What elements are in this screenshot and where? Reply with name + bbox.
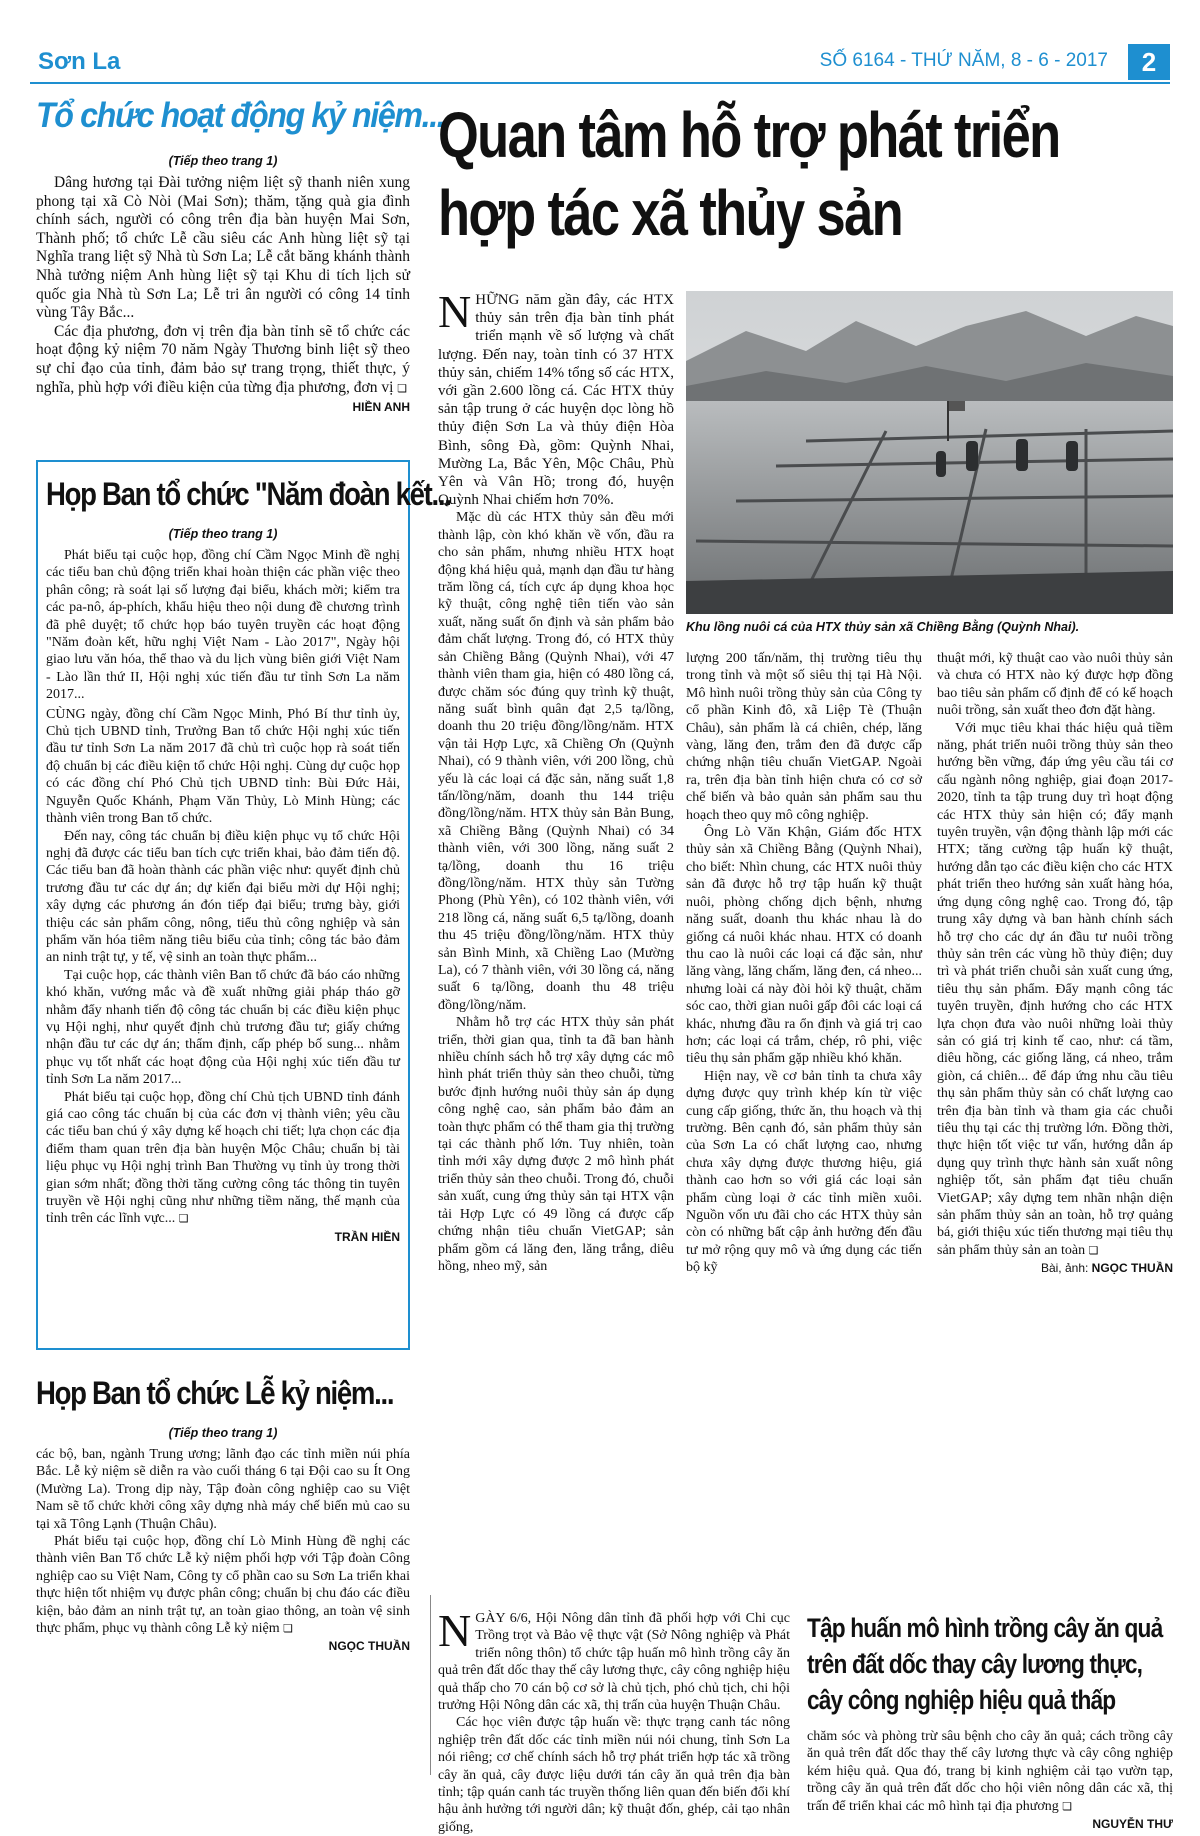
continued-note: (Tiếp theo trang 1) <box>168 154 278 168</box>
paragraph: chăm sóc và phòng trừ sâu bệnh cho cây ăn quả; cách trồng cây ăn quả trên đất dốc thay thế cây lương thực và cây công nghiệp kém hiệu quả. Qua đó, trang bị kinh nghiệm cải tạo vườn tạp, trồng cây ăn quả trên đất dốc cho hội viên nông dân các xã, thị trấn để triển khai các mô hình tại địa phương ❏ <box>807 1729 1173 1814</box>
paragraph: Hiện nay, về cơ bản tỉnh ta chưa xây dựng được quy trình khép kín từ việc cung cấp giống, thức ăn, thu hoạch và thị trường. Bên cạnh đó, sản phẩm thủy sản của Sơn La có chất lượng cao, nhưng chưa xây dựng được thương hiệu, giá thành cao hơn so với giá các loại sản phẩm cùng loại ở các tỉnh miền xuôi. Nguồn vốn ưu đãi cho các HTX thủy sản còn có những bất cập ảnh hưởng đến đầu tư mở rộng quy mô và ứng dụng các tiến bộ kỹ <box>686 1068 922 1276</box>
paragraph: NGÀY 6/6, Hội Nông dân tỉnh đã phối hợp với Chi cục Trồng trọt và Bảo vệ thực vật (Sở Nông nghiệp và Phát triển nông thôn) tổ chức tập huấn mô hình trồng cây ăn quả trên đất dốc thay thế cây lương thực, cây công nghiệp hiệu quả thấp cho 70 cán bộ cơ sở là chủ tịch, phó chủ tịch, chi hội trưởng Hội Nông dân các xã, thị trấn của huyện Thuận Châu. <box>438 1605 790 1714</box>
column-divider <box>430 1595 431 1775</box>
paragraph: Dâng hương tại Đài tưởng niệm liệt sỹ thanh niên xung phong tại xã Cò Nòi (Mai Sơn); thăm, tặng quà gia đình chính sách, người có công trên địa bàn huyện Mai Sơn, Thành phố; tổ chức Lễ cầu siêu các Anh hùng liệt sỹ tại Nghĩa trang liệt sỹ Nhà tù Sơn La; Lễ cắt băng khánh thành Nhà tưởng niệm Anh hùng liệt sỹ tại Khu di tích lịch sử quốc gia Nhà tù Sơn La; Lễ tri ân người có công 14 tỉnh vùng Tây Bắc... <box>36 174 410 322</box>
paragraph: các bộ, ban, ngành Trung ương; lãnh đạo các tỉnh miền núi phía Bắc. Lễ kỷ niệm sẽ diễn ra vào cuối tháng 6 tại Đội cao su Ít Ong (Mường La). Trong dịp này, Tập đoàn công nghiệp cao su Việt Nam sẽ tổ chức khởi công xây dựng nhà máy chế biến mủ cao su tại xã Tông Lạnh (Thuận Châu). <box>36 1447 410 1532</box>
dropcap: N <box>438 1605 472 1656</box>
fish-cage-illustration <box>686 291 1173 614</box>
main-article-column-2 <box>686 650 922 1277</box>
main-article-column-1 <box>438 286 674 1275</box>
paragraph: Các địa phương, đơn vị trên địa bàn tỉnh sẽ tổ chức các hoạt động kỷ niệm 70 năm Ngày Thương binh liệt sỹ theo sự chỉ đạo của tỉnh, đảm bảo sự trang trọng, thiết thực, ý nghĩa, phù hợp với điều kiện của từng địa phương, đơn vị ❏ <box>36 322 410 396</box>
author: NGỌC THUẦN <box>328 1639 410 1654</box>
section-name: Sơn La <box>38 48 121 75</box>
paragraph: Nhằm hỗ trợ các HTX thủy sản phát triển, thời gian qua, tỉnh ta đã ban hành nhiều chính sách hỗ trợ xây dựng các mô hình phát triển thủy sản theo chuỗi, từng bước định hướng nuôi thủy sản áp dụng công nghệ cao, sản phẩm bảo đảm an toàn thực phẩm có thể tham gia thị trường tại các thành phố lớn. Tuy nhiên, toàn tỉnh mới xây dựng được 2 mô hình phát triển thủy sản theo chuỗi. Trong đó, chuỗi sản xuất, cung ứng thủy sản tại HTX vận tải Hợp Lực có 49 lồng cá được cấp chứng nhận tiêu chuẩn VietGAP; sản phẩm gồm cá lăng đen, lăng trắng, diêu hồng, nheo mỹ, sản <box>438 1015 674 1274</box>
page-header <box>30 44 1170 84</box>
dropcap: N <box>438 286 472 337</box>
paragraph: thuật mới, kỹ thuật cao vào nuôi thủy sản và chưa có HTX nào ký được hợp đồng bao tiêu sản phẩm cố định để có kế hoạch nuôi trồng, sản xuất theo đơn đặt hàng. <box>937 651 1173 719</box>
article-solidarity-box <box>36 460 451 1350</box>
paragraph: Các học viên được tập huấn về: thực trạng canh tác nông nghiệp trên đất dốc các tỉnh miền núi nói chung, tỉnh Sơn La nói riêng; cơ chế chính sách hỗ trợ phát triển hợp tác xã trồng cây ăn quả, cây được liệu dưới tán cây ăn quả trên địa bàn tỉnh; tập quán canh tác truyền thống liên quan đến biến đổi khí hậu ảnh hưởng tới người dân; kỹ thuật đốn, ghép, cải tạo nhân giống, <box>438 1715 790 1835</box>
author: NGUYỄN THƯ <box>1092 1817 1173 1832</box>
paragraph: Đến nay, công tác chuẩn bị điều kiện phục vụ tổ chức Hội nghị đã được các tiểu ban tích cực triển khai, bảo đảm tiến độ. Các tiểu ban đã hoàn thành các phần việc như: quyết định chủ trương đầu tư các dự án; dự kiến đại biểu mời dự Hội nghị; xây dựng các phương án đón tiếp đại biểu; trưng bày, giới thiệu các sản phẩm công, nông, tiểu thủ công nghiệp và sản phẩm văn hóa tiêm năng tiêu biểu của tỉnh; công tác bảo đảm an ninh trật tự, y tế, vệ sinh an toàn thực phẩm... <box>46 828 400 966</box>
paragraph: Ông Lò Văn Khận, Giám đốc HTX thủy sản xã Chiềng Bằng (Quỳnh Nhai), cho biết: Nhìn chung, các HTX nuôi thủy sản đã được hỗ trợ tập huấn kỹ thuật nuôi, phòng chống dịch bệnh, nhưng năng suất, doanh thu khác nhau là do giống cá nuôi khác nhau. HTX có doanh thu cao là nuôi các loại cá đặc sản, như lăng vàng, lăng chấm, lăng đen, cá nheo... nhưng loài cá này đòi hỏi kỹ thuật, chăm sóc cao, thời gian nuôi gấp đôi các loại cá khác, nhưng đầu ra ổn định và giá trị cao hơn; các loại cá trắm, chép, rô phi, việc tiêu thụ sản phẩm gặp nhiều khó khăn. <box>686 825 922 1067</box>
main-article-column-3 <box>937 650 1173 1275</box>
paragraph: Phát biểu tại cuộc họp, đồng chí Lò Minh Hùng đề nghị các thành viên Ban Tổ chức Lễ kỷ niệm phối hợp với Tập đoàn Công nghiệp cao su Việt Nam, Công ty cổ phần cao su Sơn La triển khai thực hiện tốt nhiệm vụ được phân công; chuẩn bị chu đáo các điều kiện, bảo đảm an ninh trật tự, an toàn giao thông, an toàn vệ sinh thực phẩm, phục vụ thành công Lễ kỷ niệm ❏ <box>36 1534 410 1637</box>
paragraph: Phát biểu tại cuộc họp, đồng chí Cầm Ngọc Minh đề nghị các tiểu ban chủ động triển khai hoàn thiện các phần việc theo phân công; rà soát lại số lượng đại biểu, khách mời; kiểm tra các pa-nô, áp-phích, khẩu hiệu theo nội dung đề chương trình đã phê duyệt; tổ chức họp báo tuyên truyền các hoạt động "Năm đoàn kết, hữu nghị Việt Nam - Lào 2017", Ngày hội giao lưu văn hóa, thể thao và du lịch vùng biên giới Việt Nam - Lào lần thứ II, Hội nghị xúc tiến đầu tư tỉnh Sơn La năm 2017... <box>46 548 400 703</box>
article-ceremony <box>36 1375 410 1653</box>
author: Bài, ảnh: NGỌC THUẦN <box>1040 1261 1173 1276</box>
author: TRẦN HIỀN <box>334 1229 400 1244</box>
article-commemoration <box>36 96 445 415</box>
article-solidarity-title: Họp Ban tổ chức "Năm đoàn kết... <box>46 476 451 512</box>
paragraph: NHỮNG năm gần đây, các HTX thủy sản trên địa bàn tỉnh phát triển mạnh về số lượng và chất lượng. Đến nay, toàn tỉnh có 37 HTX thủy sản, chiếm 14% tổng số các HTX, với gần 2.600 lồng cá. Các HTX thủy sản tập trung ở các huyện dọc lòng hồ thủy điện Sơn La và thủy điện Hòa Bình, sông Đà, gồm: Quỳnh Nhai, Mường La, Bắc Yên, Mộc Châu, Phù Yên và Vân Hồ; trong đó, huyện Quỳnh Nhai chiếm hơn 70%. <box>438 286 674 509</box>
author: HIỀN ANH <box>352 400 410 415</box>
paragraph: Mặc dù các HTX thủy sản đều mới thành lập, còn khó khăn về vốn, đầu ra cho sản phẩm, nhưng nhiều HTX hoạt động khá hiệu quả, mạnh dạn đầu tư hàng trăm lồng cá, tích cực áp dụng khoa học kỹ thuật, công nghệ tiên tiến vào sản xuất, năng suất ổn định và sản phẩm bảo đảm chất lượng. Trong đó, có HTX thủy sản Chiềng Bằng (Quỳnh Nhai), với 47 thành viên tham gia, hiện có 480 lồng cá, được chăm sóc đúng quy trình kỹ thuật, năng suất bình quân đạt 2,5 tạ/lồng, doanh thu 20 triệu đồng/lồng/năm. HTX vận tải Hợp Lực, xã Chiềng Ơn (Quỳnh Nhai), có 9 thành viên, với 200 lồng, chủ yếu là các loại cá đặc sản, năng suất 1,8 tấn/lồng/năm, doanh thu 144 triệu đồng/lồng/năm. HTX thủy sản Bản Bung, xã Chiềng Bằng (Quỳnh Nhai) có 34 thành viên, với 300 lồng, năng suất 2 tạ/lồng, doanh thu 16 triệu đồng/lồng/năm. HTX thủy sản Tường Phong (Phù Yên), có 102 thành viên, với 218 lồng cá, năng suất 6,5 tạ/lồng, doanh thu 45 triệu đồng/lồng/năm. HTX thủy sản Bình Minh, xã Chiềng Lao (Mường La), có 7 thành viên, với 30 lồng cá, năng suất 6 tạ/lồng, doanh thu 48 triệu đồng/lồng/năm. <box>438 510 674 1013</box>
article-ceremony-title: Họp Ban tổ chức Lễ kỷ niệm... <box>36 1375 394 1411</box>
article-fruit-tree-col-2 <box>807 1610 1173 1831</box>
paragraph: Với mục tiêu khai thác hiệu quả tiềm năng, phát triển nuôi trồng thủy sản theo hướng bền vững, đáp ứng yêu cầu tái cơ cấu ngành nông nghiệp, giai đoạn 2017-2020, tỉnh ta tập trung duy trì hoạt động các HTX thủy sản hiện có; đẩy mạnh tuyên truyền, vận động thành lập mới các HTX; tăng cường tập huấn kỹ thuật, hướng dẫn tạo các điều kiện cho các HTX phát triển theo hướng sản xuất hàng hóa, ứng dụng công nghệ cao. Trong đó, tập trung xây dựng và ban hành chính sách hỗ trợ cho các dự án đầu tư nuôi trồng thủy sản trên các vùng hồ thủy điện; duy trì và phát triển chuỗi sản xuất cung ứng, tiêu thụ sản phẩm. Đẩy mạnh công tác tuyên truyền, định hướng cho các HTX lựa chọn đưa vào nuôi những loài thủy sản có giá trị kinh tế cao, như: cá tầm, diêu hồng, các giống lăng, cá nheo, trắm giòn, cá chiên... để đáp ứng nhu cầu tiêu thụ sản phẩm thủy sản có chất lượng cao trên địa bàn tỉnh và tham gia các chuỗi tiêu thụ tại các thị trường lớn. Đồng thời, thực hiện tốt việc tư vấn, hướng dẫn áp dụng quy trình thực hành sản xuất nông nghiệp tốt, sản phẩm đạt tiêu chuẩn VietGAP; xây dựng tem nhãn nhận diện sản phẩm thủy sản an toàn, hỗ trợ quảng bá, giới thiệu xúc tiến thương mại tiêu thụ sản phẩm thủy sản an toàn ❏ <box>937 720 1173 1258</box>
continued-note: (Tiếp theo trang 1) <box>168 527 278 541</box>
page-number: 2 <box>1128 44 1170 80</box>
main-article-title: Quan tâm hỗ trợ phát triển hợp tác xã thủy sản <box>438 99 1060 249</box>
article-fruit-tree-title: Tập huấn mô hình trồng cây ăn quả trên đất dốc thay cây lương thực, cây công nghiệp hiệu quả thấp <box>807 1613 1163 1715</box>
fish-cage-photo <box>686 291 1173 614</box>
paragraph: CÙNG ngày, đồng chí Cầm Ngọc Minh, Phó Bí thư tỉnh ủy, Chủ tịch UBND tỉnh, Trưởng Ban tổ chức Hội nghị xúc tiến đầu tư tỉnh Sơn La năm 2017 đã chủ trì cuộc họp rà soát tiến độ chuẩn bị các điều kiện tổ chức Hội nghị. Cùng dự cuộc họp có các đồng chí Phó Chủ tịch UBND tỉnh: Bùi Đức Hải, Nguyễn Quốc Khánh, Phạm Văn Thủy, Lò Minh Hùng; các thành viên trong Ban tổ chức. <box>46 706 400 827</box>
paragraph: Phát biểu tại cuộc họp, đồng chí Chủ tịch UBND tỉnh đánh giá cao công tác chuẩn bị của các đơn vị thành viên; yêu cầu các tiểu ban chú ý xây dựng kế hoạch chi tiết; lựa chọn các địa điểm tham quan trên địa bàn huyện Mộc Châu; chuẩn bị tài liệu phục vụ Hội nghị trình Ban Thường vụ tỉnh ủy trong thời gian sớm nhất; đồng thời tăng cường công tác thông tin tuyên truyền về Hội nghị cũng như những tiềm năng, thế mạnh của tỉnh trên các lĩnh vực... ❏ <box>46 1089 400 1227</box>
issue-info: SỐ 6164 - THỨ NĂM, 8 - 6 - 2017 <box>819 50 1108 71</box>
continued-note: (Tiếp theo trang 1) <box>168 1426 278 1440</box>
photo-caption: Khu lồng nuôi cá của HTX thủy sản xã Chiềng Bằng (Quỳnh Nhai). <box>686 620 1080 634</box>
article-fruit-tree-col-1 <box>438 1605 790 1836</box>
paragraph: Tại cuộc họp, các thành viên Ban tổ chức đã báo cáo những khó khăn, vướng mắc và đề xuất những giải pháp tháo gỡ nhằm đẩy nhanh tiến độ công tác chuẩn bị các điều kiện phục vụ Hội nghị, như quyết định chủ trương đầu tư; giấy chứng nhận đầu tư các dự án; thẩm định, cấp phép bố sung... nhằm phục vụ tốt nhất các hoạt động của Hội nghị xúc tiến đầu tư tỉnh Sơn La năm 2017... <box>46 967 400 1088</box>
paragraph: lượng 200 tấn/năm, thị trường tiêu thụ trong tỉnh và một số siêu thị tại Hà Nội. Mô hình nuôi trồng thủy sản của Công ty cổ phần Kinh đô, xã Liệp Tè (Thuận Châu), sản phẩm là cá chiên, chép, lăng vàng, lăng đen, trắm đen đã được cấp chứng nhận tiêu chuẩn VietGAP. Ngoài ra, trên địa bàn tỉnh hiện chưa có cơ sở chế biến và bảo quản sản phẩm sau thu hoạch theo quy mô công nghiệp. <box>686 651 922 823</box>
article-commemoration-title: Tổ chức hoạt động kỷ niệm... <box>36 96 445 135</box>
